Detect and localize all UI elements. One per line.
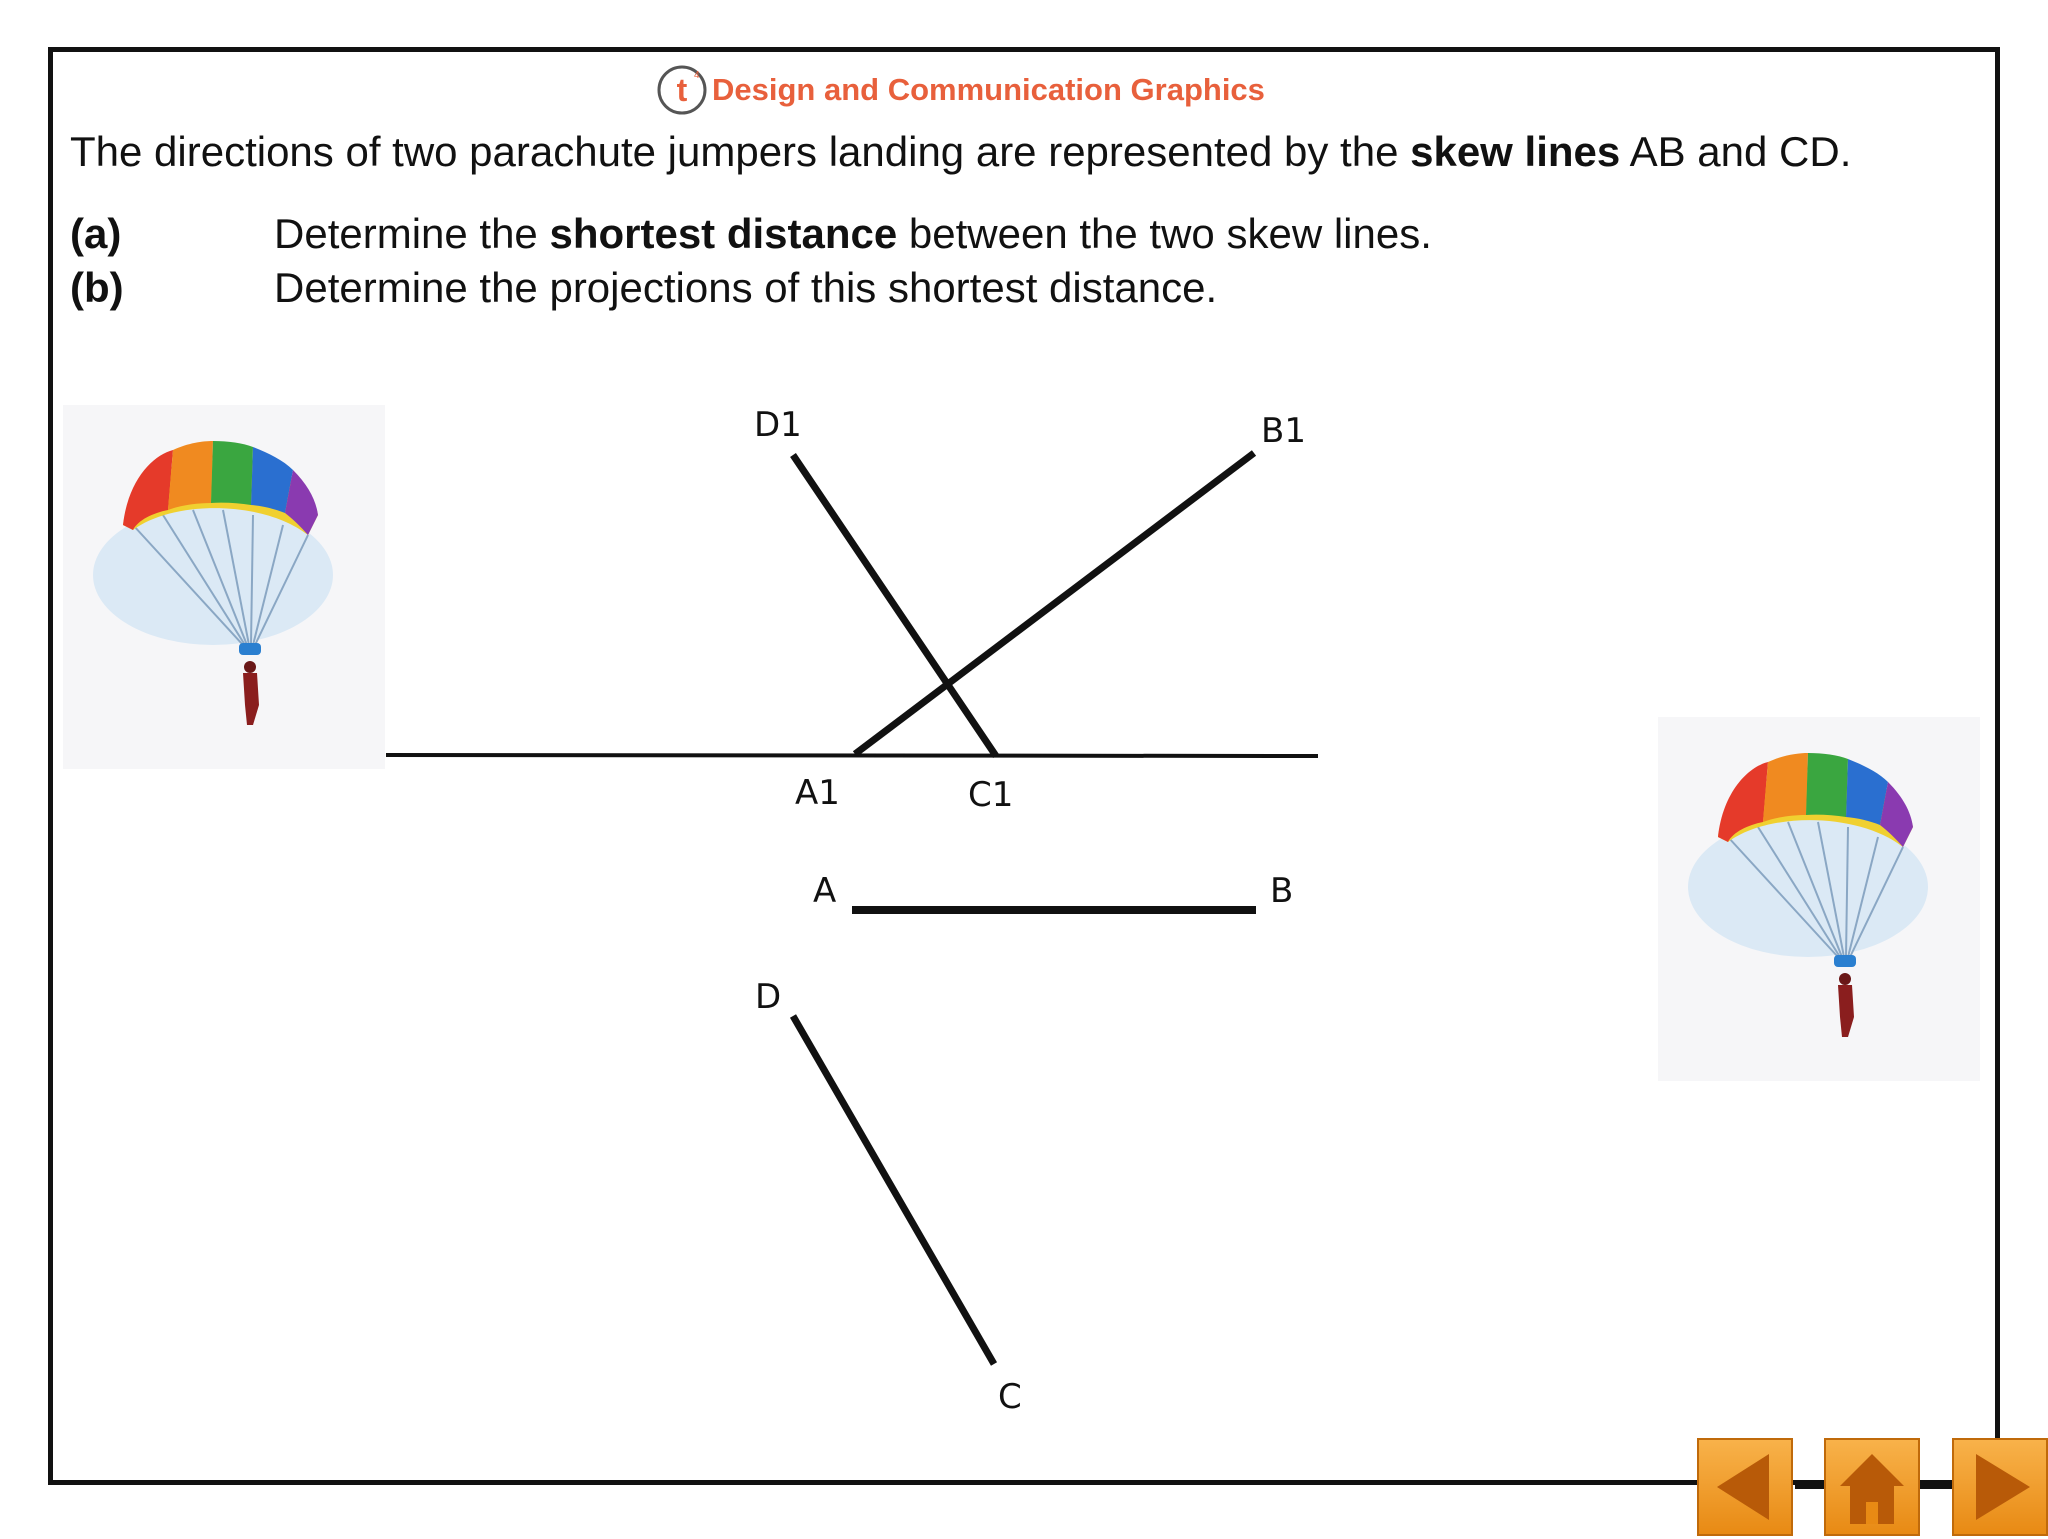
label-d: D	[755, 977, 782, 1017]
next-arrow-icon	[1954, 1440, 2046, 1534]
next-button[interactable]	[1952, 1438, 2048, 1536]
intro-text: The directions of two parachute jumpers landing are represented by the skew lines AB and CD.	[70, 128, 1852, 175]
label-a1: A1	[795, 773, 840, 813]
label-b: B	[1270, 871, 1294, 911]
home-button[interactable]	[1824, 1438, 1920, 1536]
svg-text:4: 4	[694, 70, 700, 81]
header-title: Design and Communication Graphics	[712, 72, 1265, 107]
label-d1: D1	[754, 405, 802, 445]
label-c1: C1	[968, 775, 1014, 815]
emphasis-shortest-distance: shortest distance	[549, 210, 898, 257]
line-d-c	[793, 1016, 994, 1364]
prev-arrow-icon	[1699, 1440, 1791, 1534]
line-c1-d1	[793, 455, 996, 756]
label-b1: B1	[1261, 411, 1306, 451]
xy-ground-line	[386, 755, 1318, 756]
question-b: (b) Determine the projections of this shortest distance.	[70, 264, 1218, 311]
emphasis-skew-lines: skew lines	[1410, 128, 1621, 175]
line-a1-b1	[855, 453, 1254, 754]
svg-text:t: t	[676, 72, 688, 108]
label-a: A	[813, 871, 837, 911]
prev-button[interactable]	[1697, 1438, 1793, 1536]
label-c: C	[998, 1377, 1022, 1417]
home-icon	[1826, 1440, 1918, 1534]
question-a: (a) Determine the shortest distance between the two skew lines.	[70, 210, 1432, 257]
